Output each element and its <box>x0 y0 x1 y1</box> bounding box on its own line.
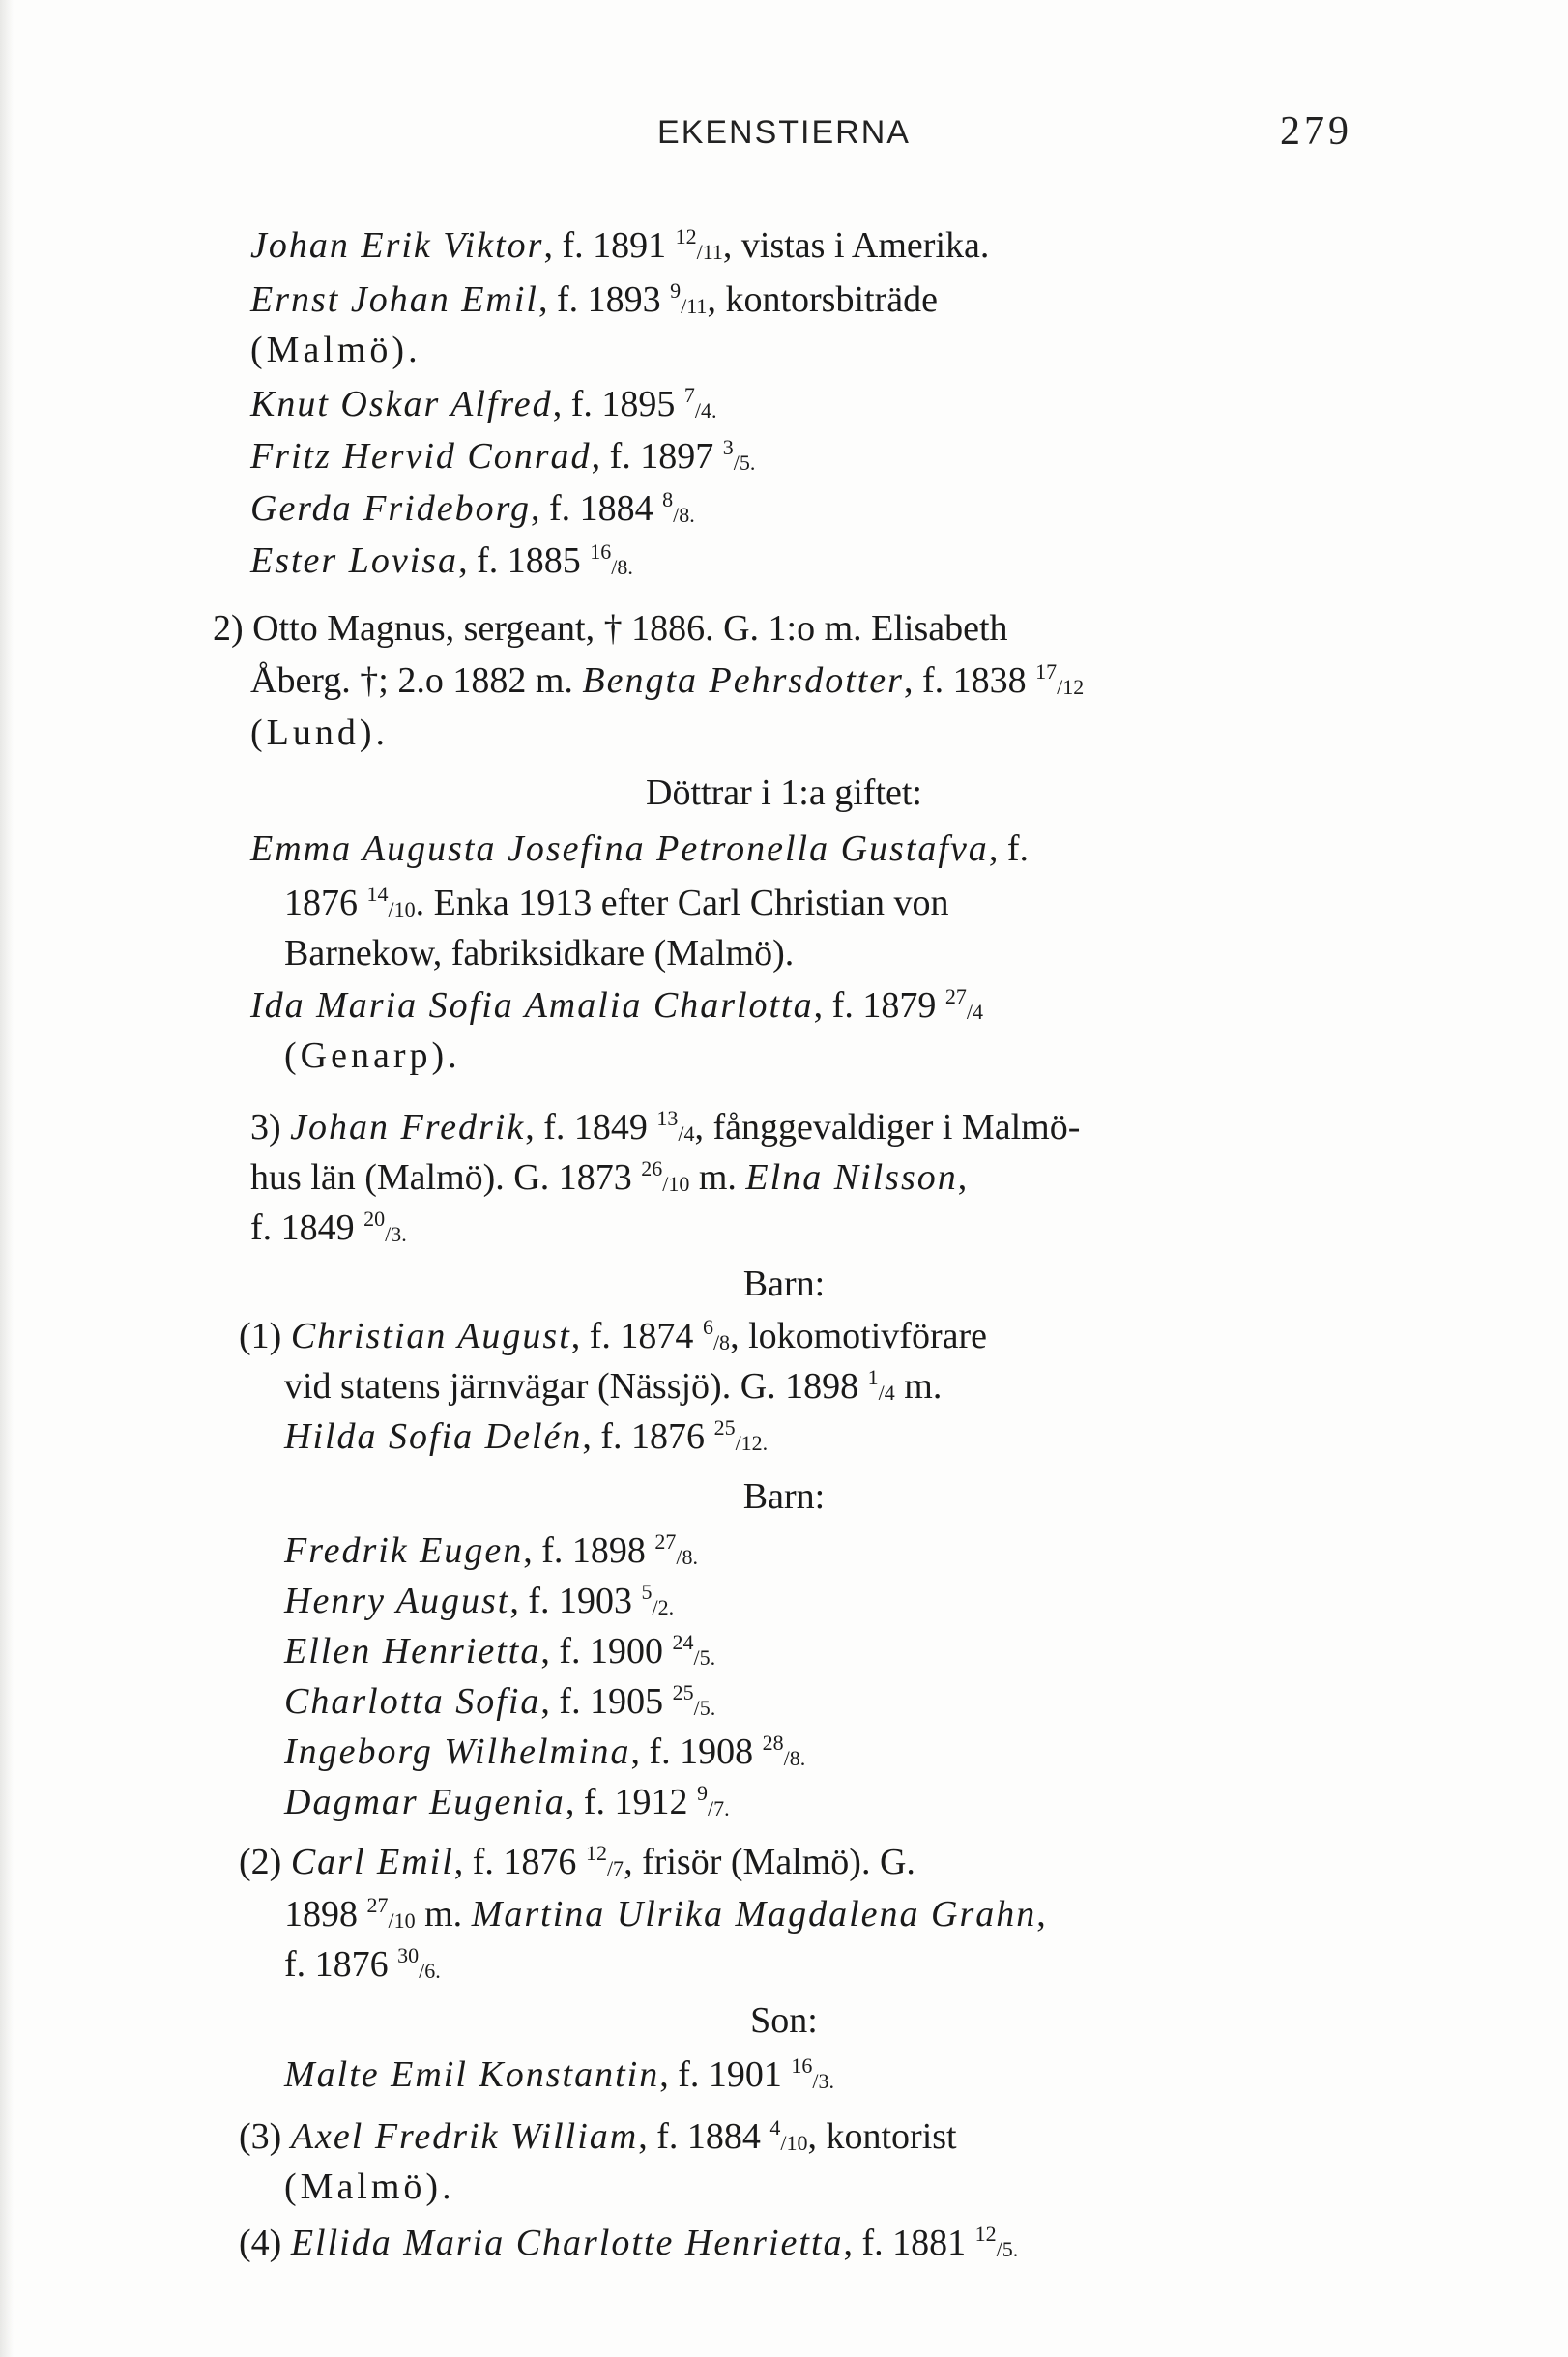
person-name: Dagmar Eugenia <box>284 1782 566 1822</box>
entry-line: 2) Otto Magnus, sergeant, † 1886. G. 1:o m. Elisabeth <box>213 608 1008 649</box>
person-name: Ida Maria Sofia Amalia Charlotta <box>250 985 814 1026</box>
entry-line: f. 1876 $^{30}_{/6.}$ <box>284 1943 441 1985</box>
person-name: Emma Augusta Josefina Petronella Gustafva <box>250 829 989 869</box>
person-name: Martina Ulrika Magdalena Grahn <box>471 1894 1037 1935</box>
entry-line: (Malmö). <box>250 330 421 370</box>
person-name: Ingeborg Wilhelmina <box>284 1731 631 1772</box>
person-name: Malte Emil Konstantin <box>284 2054 660 2095</box>
person-name: Ernst Johan Emil <box>250 279 538 320</box>
person-name: Christian August <box>290 1316 571 1356</box>
person-name: Johan Fredrik <box>290 1107 526 1148</box>
person-name: Henry August <box>284 1581 510 1621</box>
entry-line: Dagmar Eugenia, f. 1912 $^9_{/7.}$ <box>284 1781 730 1822</box>
entry-line: Malte Emil Konstantin, f. 1901 $^{16}_{/3.}$ <box>284 2053 834 2095</box>
section-heading: Barn: <box>742 1264 826 1304</box>
entry-line: Gerda Frideborg, f. 1884 $^8_{/8.}$ <box>250 487 695 529</box>
entry-line: Barnekow, fabriksidkare (Malmö). <box>284 933 795 974</box>
entry-line: (1) Christian August, f. 1874 $^6_{/8}$, lokomotivförare <box>239 1315 987 1356</box>
entry-line: Åberg. †; 2.o 1882 m. Bengta Pehrsdotter, f. 1838 $^{17}_{/12}$ <box>250 659 1085 701</box>
entry-line: Hilda Sofia Delén, f. 1876 $^{25}_{/12.}$ <box>284 1415 769 1457</box>
entry-line: 3) Johan Fredrik, f. 1849 $^{13}_{/4}$, fånggevaldiger i Malmö- <box>250 1106 1081 1148</box>
person-name: Gerda Frideborg <box>250 488 531 529</box>
running-header-title: EKENSTIERNA <box>657 114 911 151</box>
person-name: Fritz Hervid Conrad <box>250 436 592 477</box>
person-name: Johan Erik Viktor <box>250 225 544 266</box>
entry-line: 1898 $^{27}_{/10}$ m. Martina Ulrika Magdalena Grahn, <box>284 1893 1046 1935</box>
entry-line: Ester Lovisa, f. 1885 $^{16}_{/8.}$ <box>250 539 633 581</box>
entry-line: (3) Axel Fredrik William, f. 1884 $^4_{/10}$, kontorist <box>239 2115 957 2157</box>
entry-line: Johan Erik Viktor, f. 1891 $^{12}_{/11}$, vistas i Amerika. <box>250 224 990 266</box>
entry-line: Ingeborg Wilhelmina, f. 1908 $^{28}_{/8.}$ <box>284 1731 806 1772</box>
entry-line: Ida Maria Sofia Amalia Charlotta, f. 1879 $^{27}_{/4}$ <box>250 984 983 1026</box>
entry-line: Emma Augusta Josefina Petronella Gustafva, f. <box>250 829 1029 869</box>
entry-line: f. 1849 $^{20}_{/3.}$ <box>250 1207 407 1248</box>
section-heading: Döttrar i 1:a giftet: <box>646 772 922 813</box>
entry-line: Fritz Hervid Conrad, f. 1897 $^3_{/5.}$ <box>250 435 756 477</box>
person-name: Ellen Henrietta <box>284 1631 541 1672</box>
entry-line: (4) Ellida Maria Charlotte Henrietta, f. 1881 $^{12}_{/5.}$ <box>239 2222 1019 2263</box>
person-name: Ellida Maria Charlotte Henrietta <box>290 2223 844 2263</box>
entry-line: hus län (Malmö). G. 1873 $^{26}_{/10}$ m. Elna Nilsson, <box>250 1156 968 1198</box>
person-name: Bengta Pehrsdotter <box>582 660 904 701</box>
person-name: Axel Fredrik William <box>290 2116 639 2157</box>
page-number: 279 <box>1280 109 1352 154</box>
person-name: Elna Nilsson <box>745 1157 958 1198</box>
person-name: Ester Lovisa <box>250 540 459 581</box>
entry-line: 1876 $^{14}_{/10}$. Enka 1913 efter Carl Christian von <box>284 882 949 923</box>
entry-line: (Malmö). <box>284 2167 455 2207</box>
entry-line: Knut Oskar Alfred, f. 1895 $^7_{/4.}$ <box>250 383 717 424</box>
entry-line: Ernst Johan Emil, f. 1893 $^9_{/11}$, kontorsbiträde <box>250 278 938 320</box>
entry-line: Charlotta Sofia, f. 1905 $^{25}_{/5.}$ <box>284 1680 716 1722</box>
person-name: Hilda Sofia Delén <box>284 1416 583 1457</box>
entry-line: Fredrik Eugen, f. 1898 $^{27}_{/8.}$ <box>284 1529 699 1571</box>
entry-line: (Lund). <box>250 713 390 753</box>
entry-line: Ellen Henrietta, f. 1900 $^{24}_{/5.}$ <box>284 1630 716 1672</box>
person-name: Carl Emil <box>290 1842 454 1882</box>
entry-line: Henry August, f. 1903 $^5_{/2.}$ <box>284 1580 675 1621</box>
person-name: Fredrik Eugen <box>284 1530 524 1571</box>
person-name: Knut Oskar Alfred <box>250 384 553 424</box>
entry-line: vid statens järnvägar (Nässjö). G. 1898 $^1_{/4}$ m. <box>284 1365 943 1407</box>
entry-line: (2) Carl Emil, f. 1876 $^{12}_{/7}$, frisör (Malmö). G. <box>239 1841 915 1882</box>
person-name: Charlotta Sofia <box>284 1681 541 1722</box>
entry-line: (Genarp). <box>284 1035 461 1076</box>
section-heading: Barn: <box>742 1476 826 1517</box>
section-heading: Son: <box>750 2000 818 2041</box>
